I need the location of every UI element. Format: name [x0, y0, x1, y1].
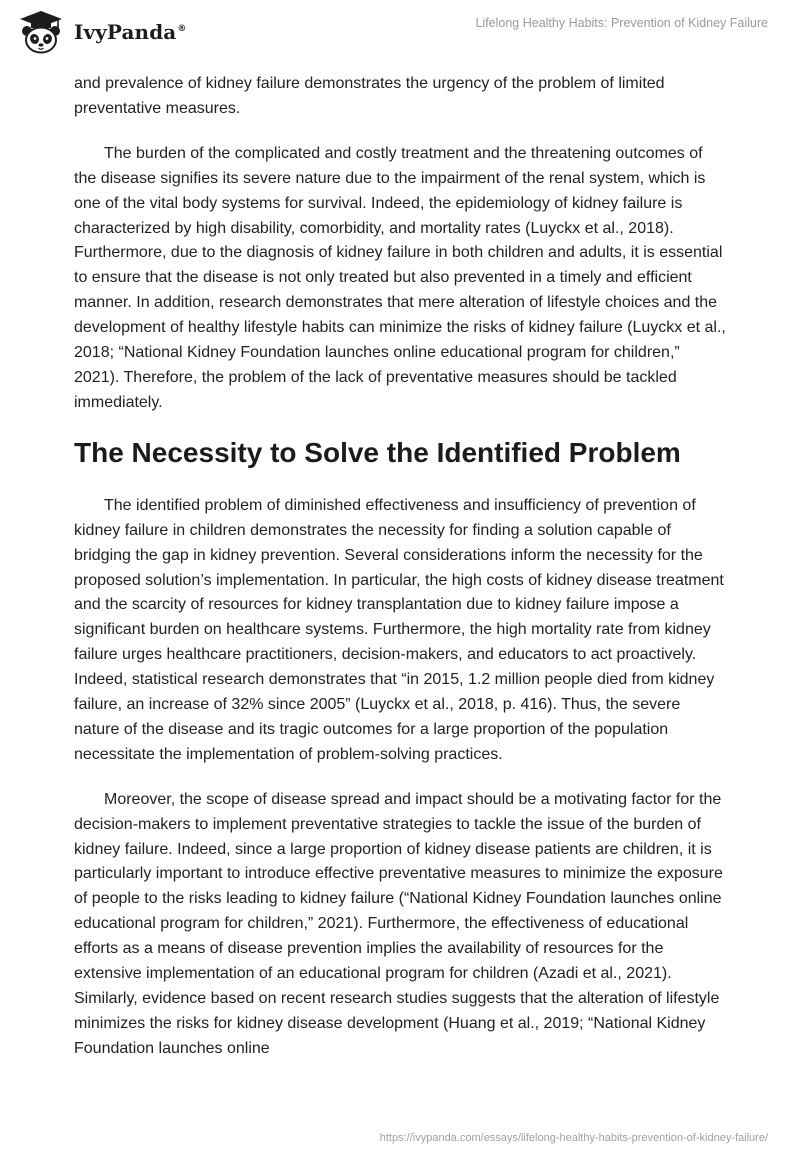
- paragraph-continued: and prevalence of kidney failure demonstrates the urgency of the problem of limited preventative measures.: [74, 75, 665, 117]
- paragraph: Moreover, the scope of disease spread and impact should be a motivating factor for the decision-makers to implement preventative strategies to tackle the issue of the burden of kidney failure. Indeed, since a large proportion of kidney disease patients are children, it is particularly important to introduce effective preventative measures to minimize the exposure of people to the risks leading to kidney failure (“National Kidney Foundation launches online educational program for children,” 2021). Furthermore, the effectiveness of educational efforts as a means of disease prevention implies the availability of resources for the extensive implementation of an educational program for children (Azadi et al., 2021). Similarly, evidence based on recent research studies suggests that the alteration of lifestyle minimizes the risks for kidney disease development (Huang et al., 2019; “National Kidney Foundation launches online: [74, 790, 723, 1057]
- brand-name: IvyPanda®: [74, 20, 187, 44]
- page-header: [0, 0, 800, 66]
- panda-graduate-icon: [14, 10, 68, 54]
- paragraph: The identified problem of diminished effectiveness and insufficiency of prevention of kidney failure in children demonstrates the necessity for finding a solution capable of bridging the gap in kidney prevention. Several considerations inform the necessity for the proposed solution’s implementation. In particular, the high costs of kidney disease treatment and the scarcity of resources for kidney transplantation due to kidney failure impose a significant burden on healthcare systems. Furthermore, the high mortality rate from kidney failure urges healthcare practitioners, decision-makers, and educators to act proactively. Indeed, statistical research demonstrates that “in 2015, 1.2 million people died from kidney failure, an increase of 32% since 2005” (Luyckx et al., 2018, p. 416). Thus, the severe nature of the disease and its tragic outcomes for a large proportion of the population necessitate the implementation of problem-solving practices.: [74, 496, 724, 763]
- document-title: Lifelong Healthy Habits: Prevention of Kidney Failure: [475, 16, 768, 30]
- registered-mark: ®: [177, 24, 187, 35]
- source-url[interactable]: https://ivypanda.com/essays/lifelong-healthy-habits-prevention-of-kidney-failure/: [379, 1132, 768, 1144]
- ivypanda-logo[interactable]: [14, 10, 186, 54]
- paragraph: The burden of the complicated and costly treatment and the threatening outcomes of the disease signifies its severe nature due to the impairment of the renal system, which is one of the vital body systems for survival. Indeed, the epidemiology of kidney failure is characterized by high disability, comorbidity, and mortality rates (Luyckx et al., 2018). Furthermore, due to the diagnosis of kidney failure in both children and adults, it is essential to ensure that the disease is not only treated but also prevented in a timely and efficient manner. In addition, research demonstrates that mere alteration of lifestyle choices and the development of healthy lifestyle habits can minimize the risks of kidney failure (Luyckx et al., 2018; “National Kidney Foundation launches online educational program for children,” 2021). Therefore, the problem of the lack of preventative measures should be tackled immediately.: [74, 144, 726, 411]
- essay-body: [74, 72, 726, 1082]
- section-heading: The Necessity to Solve the Identified Problem: [74, 436, 681, 468]
